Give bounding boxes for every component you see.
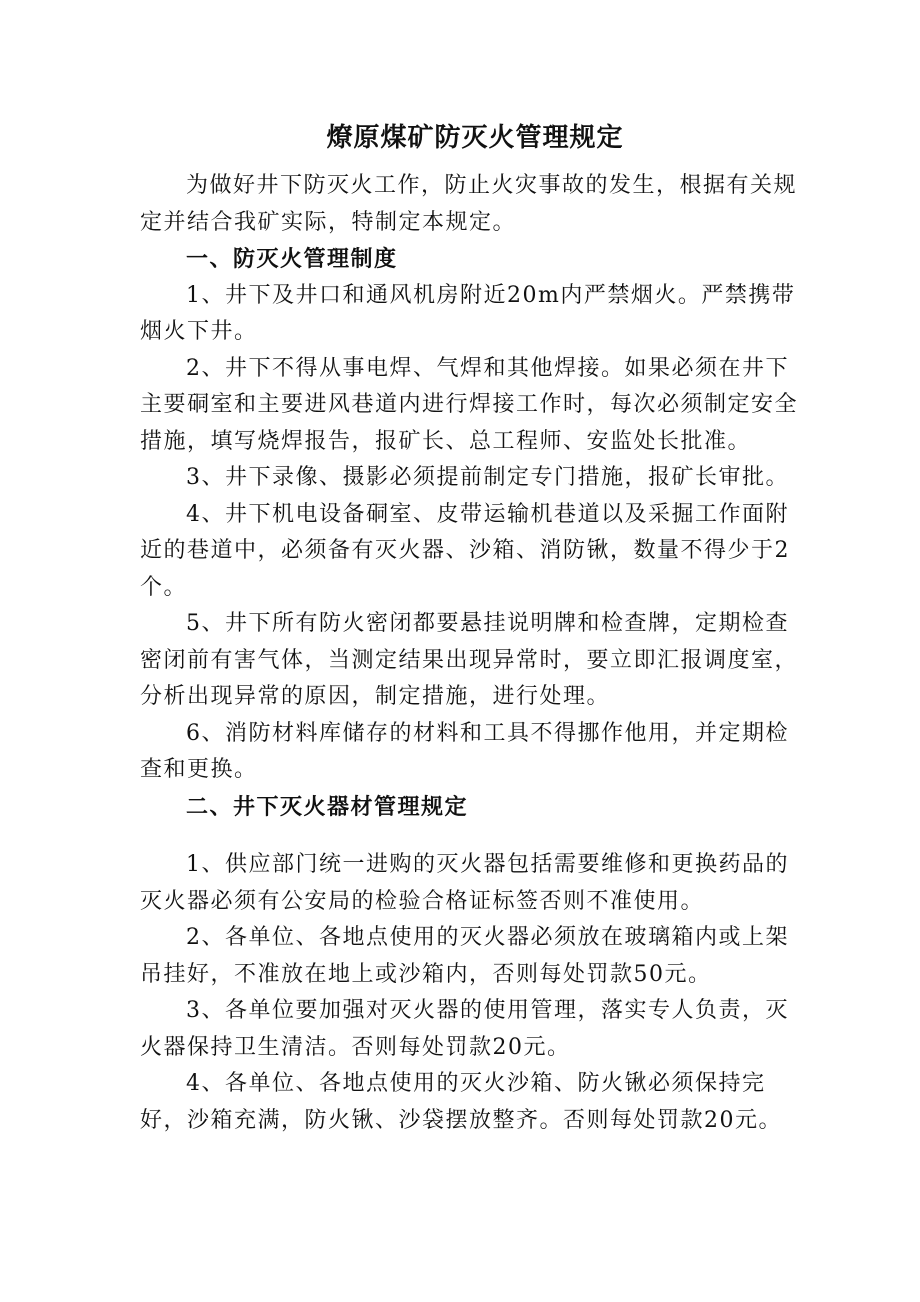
rule-item: 1、供应部门统一进购的灭火器包括需要维修和更换药品的灭火器必须有公安局的检验合格证标签否则不准使用。 [140, 852, 789, 914]
rule-item: 3、井下录像、摄影必须提前制定专门措施，报矿长审批。 [186, 465, 789, 490]
document-page [140, 118, 800, 1139]
document-title: 燎原煤矿防灭火管理规定 [326, 123, 624, 153]
rule-item: 4、各单位、各地点使用的灭火沙箱、防火锹必须保持完好，沙箱充满，防火锹、沙袋摆放整齐。否则每处罚款20元。 [140, 1071, 782, 1133]
section-heading-equipment-management: 二、井下灭火器材管理规定 [186, 793, 469, 820]
rule-item: 1、井下及井口和通风机房附近20m内严禁烟火。严禁携带烟火下井。 [140, 282, 796, 344]
rule-item: 2、各单位、各地点使用的灭火器必须放在玻璃箱内或上架吊挂好，不准放在地上或沙箱内，否则每处罚款50元。 [140, 925, 789, 987]
section-spacer [140, 825, 800, 847]
intro-paragraph: 为做好井下防灭火工作，防止火灾事故的发生，根据有关规定并结合我矿实际，特制定本规定。 [140, 173, 798, 235]
section-heading-fire-management: 一、防灭火管理制度 [186, 246, 398, 272]
rule-item: 2、井下不得从事电焊、气焊和其他焊接。如果必须在井下主要硐室和主要进风巷道内进行焊接工作时，每次必须制定安全措施，填写烧焊报告，报矿长、总工程师、安监处长批准。 [140, 355, 799, 454]
rule-item: 4、井下机电设备硐室、皮带运输机巷道以及采掘工作面附近的巷道中，必须备有灭火器、沙箱、消防锹，数量不得少于2个。 [140, 501, 790, 600]
rule-item: 6、消防材料库储存的材料和工具不得挪作他用，并定期检查和更换。 [140, 720, 789, 782]
rule-item: 3、各单位要加强对灭火器的使用管理，落实专人负责，灭火器保持卫生清洁。否则每处罚款20元。 [140, 998, 789, 1060]
rule-item: 5、井下所有防火密闭都要悬挂说明牌和检查牌，定期检查密闭前有害气体，当测定结果出现异常时，要立即汇报调度室，分析出现异常的原因，制定措施，进行处理。 [140, 611, 799, 709]
